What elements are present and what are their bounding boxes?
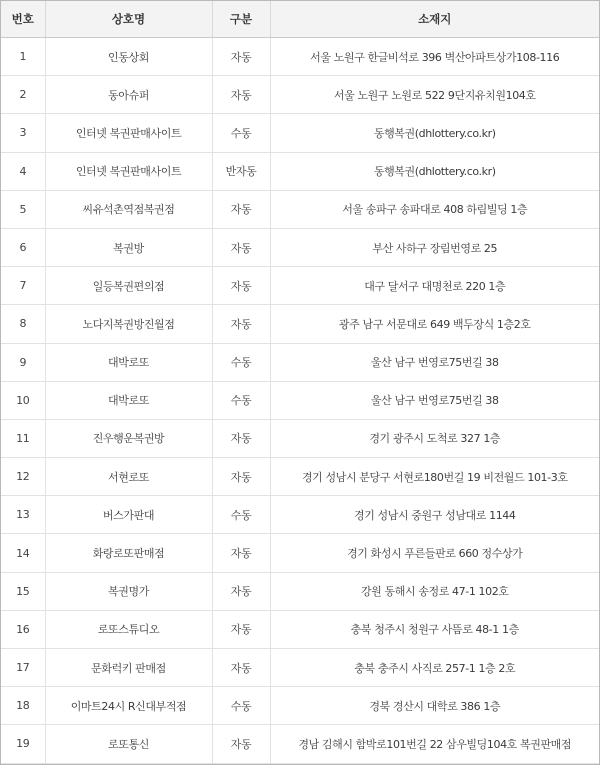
header-store-name: 상호명 xyxy=(45,1,212,38)
row-number: 11 xyxy=(1,419,45,457)
row-store-name: 대박로또 xyxy=(45,381,212,419)
row-address: 경기 성남시 중원구 성남대로 1144 xyxy=(270,496,599,534)
table-row xyxy=(1,572,599,610)
table-row xyxy=(1,381,599,419)
row-number: 17 xyxy=(1,649,45,687)
table-row xyxy=(1,610,599,648)
row-address: 동행복권(dhlottery.co.kr) xyxy=(270,114,599,152)
row-address: 대구 달서구 대명천로 220 1층 xyxy=(270,267,599,305)
row-number: 6 xyxy=(1,228,45,266)
row-store-name: 이마트24시 R신대부적점 xyxy=(45,687,212,725)
row-address: 강원 동해시 송정로 47-1 102호 xyxy=(270,572,599,610)
row-type: 자동 xyxy=(212,38,270,76)
row-type: 수동 xyxy=(212,343,270,381)
row-number: 9 xyxy=(1,343,45,381)
row-address: 충북 청주시 청원구 사뜸로 48-1 1층 xyxy=(270,610,599,648)
row-type: 자동 xyxy=(212,76,270,114)
row-number: 12 xyxy=(1,458,45,496)
row-address: 울산 남구 번영로75번길 38 xyxy=(270,343,599,381)
row-number: 8 xyxy=(1,305,45,343)
row-type: 수동 xyxy=(212,496,270,534)
row-number: 4 xyxy=(1,152,45,190)
table-row xyxy=(1,343,599,381)
header-number: 번호 xyxy=(1,1,45,38)
table-row xyxy=(1,534,599,572)
row-store-name: 진우행운복권방 xyxy=(45,419,212,457)
row-store-name: 로또스튜디오 xyxy=(45,610,212,648)
table-row xyxy=(1,152,599,190)
row-type: 수동 xyxy=(212,687,270,725)
row-number: 13 xyxy=(1,496,45,534)
row-type: 수동 xyxy=(212,381,270,419)
row-store-name: 노다지복권방진월점 xyxy=(45,305,212,343)
row-type: 자동 xyxy=(212,228,270,266)
row-number: 3 xyxy=(1,114,45,152)
row-store-name: 대박로또 xyxy=(45,343,212,381)
row-store-name: 화랑로또판매점 xyxy=(45,534,212,572)
row-address: 울산 남구 번영로75번길 38 xyxy=(270,381,599,419)
row-number: 2 xyxy=(1,76,45,114)
row-address: 동행복권(dhlottery.co.kr) xyxy=(270,152,599,190)
table-row xyxy=(1,649,599,687)
row-address: 서울 노원구 노원로 522 9단지유치원104호 xyxy=(270,76,599,114)
table-body xyxy=(1,38,599,764)
row-store-name: 인동상회 xyxy=(45,38,212,76)
row-number: 14 xyxy=(1,534,45,572)
row-address: 경기 광주시 도척로 327 1층 xyxy=(270,419,599,457)
row-store-name: 서현로또 xyxy=(45,458,212,496)
row-number: 7 xyxy=(1,267,45,305)
row-type: 자동 xyxy=(212,725,270,763)
row-number: 1 xyxy=(1,38,45,76)
row-address: 광주 남구 서문대로 649 백두장식 1층2호 xyxy=(270,305,599,343)
row-store-name: 복권명가 xyxy=(45,572,212,610)
row-type: 자동 xyxy=(212,649,270,687)
table-row xyxy=(1,419,599,457)
table-row xyxy=(1,725,599,763)
row-address: 충북 충주시 사직로 257-1 1층 2호 xyxy=(270,649,599,687)
row-type: 자동 xyxy=(212,534,270,572)
row-address: 경기 화성시 푸른들판로 660 정수상가 xyxy=(270,534,599,572)
row-address: 서울 송파구 송파대로 408 하림빌딩 1층 xyxy=(270,190,599,228)
row-store-name: 일등복권편의점 xyxy=(45,267,212,305)
row-number: 16 xyxy=(1,610,45,648)
row-address: 경북 경산시 대학로 386 1층 xyxy=(270,687,599,725)
row-type: 자동 xyxy=(212,305,270,343)
row-type: 반자동 xyxy=(212,152,270,190)
table-row xyxy=(1,190,599,228)
row-address: 부산 사하구 장림번영로 25 xyxy=(270,228,599,266)
row-type: 자동 xyxy=(212,267,270,305)
row-number: 5 xyxy=(1,190,45,228)
table-row xyxy=(1,114,599,152)
row-store-name: 문화럭키 판매점 xyxy=(45,649,212,687)
header-address: 소재지 xyxy=(270,1,599,38)
row-address: 경기 성남시 분당구 서현로180번길 19 비전월드 101-3호 xyxy=(270,458,599,496)
table-row xyxy=(1,458,599,496)
table-row xyxy=(1,76,599,114)
table-row xyxy=(1,496,599,534)
winning-stores-table xyxy=(1,1,599,764)
row-address: 경남 김해시 함박로101번길 22 삼우빌딩104호 복권판매점 xyxy=(270,725,599,763)
row-number: 15 xyxy=(1,572,45,610)
row-number: 18 xyxy=(1,687,45,725)
row-type: 수동 xyxy=(212,114,270,152)
row-store-name: 인터넷 복권판매사이트 xyxy=(45,152,212,190)
row-type: 자동 xyxy=(212,458,270,496)
table-row xyxy=(1,38,599,76)
row-store-name: 복권방 xyxy=(45,228,212,266)
row-type: 자동 xyxy=(212,419,270,457)
row-store-name: 버스가판대 xyxy=(45,496,212,534)
row-store-name: 로또통신 xyxy=(45,725,212,763)
table-row xyxy=(1,267,599,305)
table-row xyxy=(1,305,599,343)
row-type: 자동 xyxy=(212,572,270,610)
header-type: 구분 xyxy=(212,1,270,38)
header-row xyxy=(1,1,599,38)
table-header xyxy=(1,1,599,38)
row-store-name: 인터넷 복권판매사이트 xyxy=(45,114,212,152)
row-address: 서울 노원구 한글비석로 396 벽산아파트상가108-116 xyxy=(270,38,599,76)
row-store-name: 동아슈퍼 xyxy=(45,76,212,114)
row-store-name: 씨유석촌역점복권점 xyxy=(45,190,212,228)
row-type: 자동 xyxy=(212,610,270,648)
table-row xyxy=(1,687,599,725)
table-row xyxy=(1,228,599,266)
row-number: 10 xyxy=(1,381,45,419)
row-type: 자동 xyxy=(212,190,270,228)
row-number: 19 xyxy=(1,725,45,763)
